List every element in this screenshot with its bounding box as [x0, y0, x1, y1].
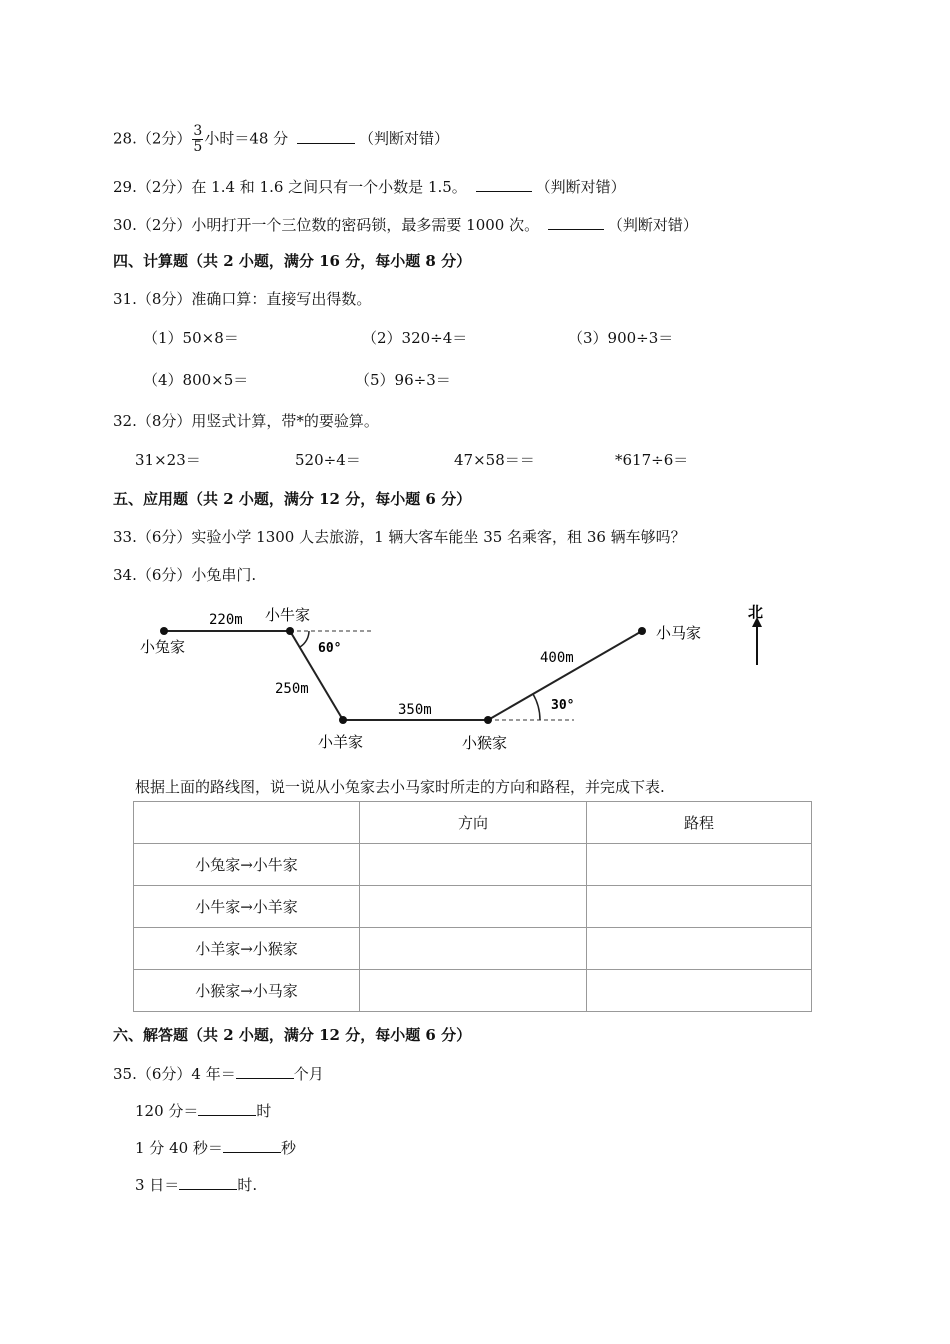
angle-arc-30	[533, 694, 540, 720]
north-label: 北	[748, 603, 764, 621]
section-4-heading: 四、计算题（共 2 小题，满分 16 分，每小题 8 分）	[113, 252, 472, 270]
q28-suffix: （判断对错）	[358, 129, 449, 148]
fraction-numerator: 3	[193, 123, 203, 139]
answer-blank[interactable]	[198, 1099, 256, 1116]
q31-item-1: （1）50×8＝	[143, 329, 239, 347]
q35-line-unit: 秒	[280, 1139, 296, 1157]
distance-answer-cell[interactable]	[587, 928, 812, 970]
q35-line-unit: 时	[256, 1102, 272, 1120]
cow-house-label: 小牛家	[265, 606, 311, 624]
q31-item-2: （2）320÷4＝	[362, 329, 468, 347]
route-label: 小牛家→小羊家	[134, 886, 360, 928]
question-35	[113, 1062, 324, 1084]
angle-arc-60	[300, 631, 309, 647]
fraction-denominator: 5	[193, 139, 203, 155]
q32-item-4: *617÷6＝	[615, 451, 689, 469]
direction-answer-cell[interactable]	[360, 970, 587, 1012]
rabbit-house-point	[160, 627, 168, 635]
section-5-heading: 五、应用题（共 2 小题，满分 12 分，每小题 6 分）	[113, 490, 472, 508]
question-29	[113, 175, 626, 197]
route-map	[0, 595, 950, 765]
q35-intro: 35.（6分）4 年＝	[113, 1065, 236, 1083]
q30-suffix: （判断对错）	[607, 216, 698, 234]
horse-house-label: 小马家	[656, 624, 702, 642]
q31-item-4: （4）800×5＝	[143, 371, 249, 389]
distance-answer-cell[interactable]	[587, 970, 812, 1012]
table-row	[134, 970, 812, 1012]
question-28	[113, 124, 449, 155]
section-6-heading: 六、解答题（共 2 小题，满分 12 分，每小题 6 分）	[113, 1026, 472, 1044]
route-label: 小兔家→小牛家	[134, 844, 360, 886]
answer-blank[interactable]	[476, 175, 532, 192]
question-33: 33.（6分）实验小学 1300 人去旅游，1 辆大客车能坐 35 名乘客，租 36 辆车够吗？	[113, 528, 686, 546]
route-label: 小羊家→小猴家	[134, 928, 360, 970]
table-row	[134, 886, 812, 928]
distance-rabbit-cow: 220m	[209, 612, 243, 628]
fraction	[192, 124, 203, 155]
monkey-house-label: 小猴家	[462, 734, 508, 752]
answer-blank[interactable]	[179, 1173, 237, 1190]
table-header-cell	[134, 802, 360, 844]
table-row	[134, 844, 812, 886]
answer-blank[interactable]	[223, 1136, 281, 1153]
sheep-house-label: 小羊家	[318, 733, 364, 751]
q31-item-5: （5）96÷3＝	[355, 371, 451, 389]
q31-item-3: （3）900÷3＝	[568, 329, 674, 347]
answer-blank[interactable]	[236, 1062, 294, 1079]
table-header-direction: 方向	[360, 802, 587, 844]
q30-text: 30.（2分）小明打开一个三位数的密码锁，最多需要 1000 次。	[113, 216, 540, 234]
distance-cow-sheep: 250m	[275, 681, 309, 697]
question-32: 32.（8分）用竖式计算，带*的要验算。	[113, 412, 379, 430]
q35-line-1	[135, 1099, 271, 1121]
q35-line-3	[135, 1173, 257, 1195]
q35-line-pre: 1 分 40 秒＝	[135, 1139, 223, 1157]
answer-blank[interactable]	[548, 213, 604, 230]
angle-label-30: 30°	[551, 698, 575, 713]
q28-text: 小时＝48 分	[204, 129, 289, 148]
distance-answer-cell[interactable]	[587, 886, 812, 928]
table-header-distance: 路程	[587, 802, 812, 844]
question-30	[113, 213, 698, 235]
q35-line-pre: 3 日＝	[135, 1176, 180, 1194]
q29-text: 29.（2分）在 1.4 和 1.6 之间只有一个小数是 1.5。	[113, 178, 467, 196]
q35-line-unit: 时.	[237, 1176, 258, 1194]
q35-intro-unit: 个月	[293, 1065, 324, 1083]
rabbit-house-label: 小兔家	[140, 638, 186, 656]
distance-monkey-horse: 400m	[540, 650, 574, 666]
q29-suffix: （判断对错）	[535, 178, 626, 196]
q35-line-pre: 120 分＝	[135, 1102, 199, 1120]
route-label: 小猴家→小马家	[134, 970, 360, 1012]
q34-instruction: 根据上面的路线图，说一说从小兔家去小马家时所走的方向和路程，并完成下表.	[135, 778, 665, 796]
angle-label-60: 60°	[318, 641, 342, 656]
table-row	[134, 928, 812, 970]
horse-house-point	[638, 627, 646, 635]
route-table	[133, 801, 812, 1012]
distance-answer-cell[interactable]	[587, 844, 812, 886]
question-34: 34.（6分）小兔串门.	[113, 566, 257, 584]
answer-blank[interactable]	[297, 127, 355, 144]
cow-house-point	[286, 627, 294, 635]
q32-item-3: 47×58＝＝	[454, 451, 535, 469]
q32-item-2: 520÷4＝	[295, 451, 361, 469]
q35-line-2	[135, 1136, 296, 1158]
sheep-house-point	[339, 716, 347, 724]
direction-answer-cell[interactable]	[360, 886, 587, 928]
direction-answer-cell[interactable]	[360, 844, 587, 886]
question-31: 31.（8分）准确口算：直接写出得数。	[113, 290, 372, 308]
direction-answer-cell[interactable]	[360, 928, 587, 970]
table-header-row	[134, 802, 812, 844]
monkey-house-point	[484, 716, 492, 724]
q28-number: 28.（2分）	[113, 129, 192, 148]
q32-item-1: 31×23＝	[135, 451, 201, 469]
distance-sheep-monkey: 350m	[398, 702, 432, 718]
